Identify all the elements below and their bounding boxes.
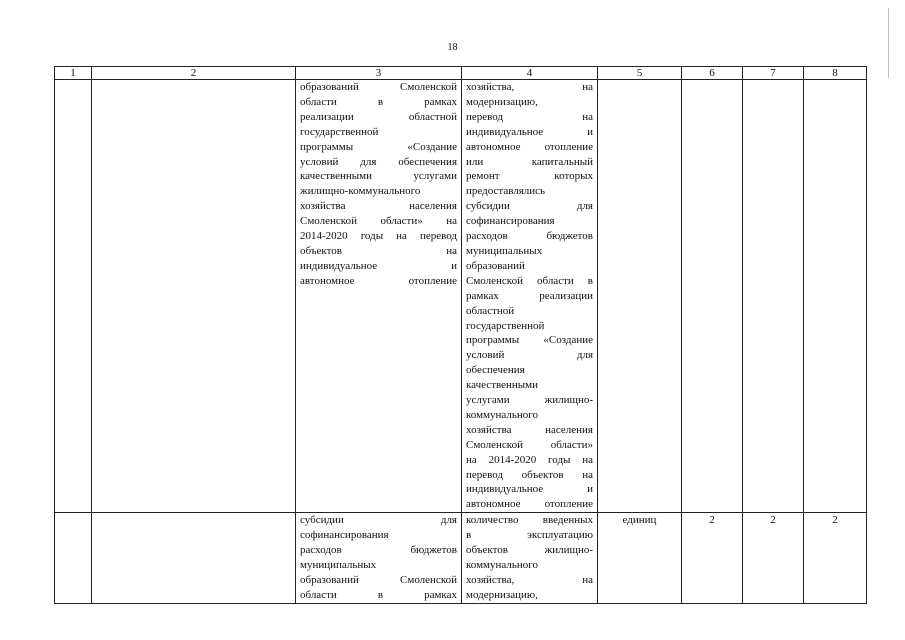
text-line: условий для обеспечения (300, 155, 457, 168)
row1-col1-cell (55, 80, 92, 513)
row1-col5-cell (598, 80, 682, 513)
text-line: услугами жилищно- (466, 394, 593, 407)
page-number: 18 (447, 42, 458, 53)
text-line: перевод объектов на (466, 468, 593, 481)
document-table (54, 66, 867, 604)
column-header-5: 5 (598, 67, 682, 80)
text-line: программы «Создание (300, 140, 457, 153)
row2-col4-cell (462, 513, 598, 603)
text-line: объектов жилищно- (466, 544, 593, 557)
row1-col2-cell (92, 80, 296, 513)
text-line: модернизацию, (466, 588, 538, 601)
row1-col3-text (300, 80, 457, 289)
text-line: расходов бюджетов (466, 230, 593, 243)
row2-col1-cell (55, 513, 92, 603)
text-line: образований Смоленской (300, 81, 457, 93)
text-line: хозяйства, на (466, 81, 593, 93)
row1-col4-cell (462, 80, 598, 513)
row1-col6-cell (682, 80, 743, 513)
column-header-3: 3 (296, 67, 462, 80)
text-line: количество введенных (466, 514, 593, 527)
text-line: или капитальный (466, 155, 593, 168)
column-header-8: 8 (804, 67, 867, 80)
row1-col8-cell (804, 80, 867, 513)
row1-col7-cell (743, 80, 804, 513)
row2-col3-text (300, 513, 457, 602)
text-line: качественными (466, 379, 539, 392)
column-header-6: 6 (682, 67, 743, 80)
text-line: качественными услугами (300, 170, 457, 183)
text-line: реализации областной (300, 110, 457, 123)
text-line: индивидуальное и (466, 125, 593, 138)
text-line: автономное отопление (466, 140, 593, 153)
value-cell-7: 2 (743, 513, 804, 603)
text-line: муниципальных (466, 244, 543, 257)
text-line: образований Смоленской (300, 573, 457, 586)
text-line: 2014-2020 годы на перевод (300, 230, 457, 243)
row2-col3-cell (296, 513, 462, 603)
text-line: перевод на (466, 110, 593, 123)
column-header-7: 7 (743, 67, 804, 80)
text-line: рамках реализации (466, 289, 593, 302)
text-line: на 2014-2020 годы на (466, 453, 593, 466)
text-line: жилищно-коммунального (300, 185, 421, 198)
text-line: Смоленской области» на (300, 215, 457, 228)
text-line: условий для (466, 349, 593, 362)
table-row (55, 513, 867, 603)
text-line: автономное отопление (466, 498, 593, 511)
text-line: муниципальных (300, 559, 377, 571)
column-header-1: 1 (55, 67, 92, 80)
text-line: образований (466, 259, 525, 272)
column-number-row (55, 67, 867, 80)
text-line: расходов бюджетов (300, 544, 457, 557)
text-line: Смоленской области» (466, 438, 593, 451)
text-line: области в рамках (300, 95, 457, 108)
text-line: государственной (300, 125, 379, 138)
text-line: ремонт которых (466, 170, 593, 183)
text-line: областной (466, 304, 515, 317)
unit-cell: единиц (598, 513, 682, 603)
table-row (55, 80, 867, 513)
text-line: автономное отопление (300, 274, 457, 287)
text-line: государственной (466, 319, 545, 332)
text-line: субсидии для (300, 514, 457, 527)
text-line: софинансирования (466, 215, 555, 228)
text-line: предоставлялись (466, 185, 546, 198)
text-line: коммунального (466, 559, 538, 571)
text-line: обеспечения (466, 364, 525, 377)
text-line: модернизацию, (466, 95, 538, 108)
column-header-2: 2 (92, 67, 296, 80)
value-cell-8: 2 (804, 513, 867, 603)
text-line: программы «Создание (466, 334, 593, 347)
row2-col4-text (466, 513, 593, 602)
row1-col3-cell (296, 80, 462, 513)
column-header-4: 4 (462, 67, 598, 80)
row2-col2-cell (92, 513, 296, 603)
text-line: хозяйства населения (300, 200, 457, 213)
text-line: индивидуальное и (466, 483, 593, 496)
text-line: хозяйства, на (466, 573, 593, 586)
text-line: в эксплуатацию (466, 529, 593, 542)
text-line: области в рамках (300, 588, 457, 601)
text-line: индивидуальное и (300, 259, 457, 272)
text-line: коммунального (466, 408, 538, 421)
text-line: субсидии для (466, 200, 593, 213)
text-line: софинансирования (300, 529, 389, 542)
text-line: объектов на (300, 244, 457, 257)
value-cell-6: 2 (682, 513, 743, 603)
text-line: хозяйства населения (466, 423, 593, 436)
row1-col4-text (466, 80, 593, 512)
text-line: Смоленской области в (466, 274, 593, 287)
